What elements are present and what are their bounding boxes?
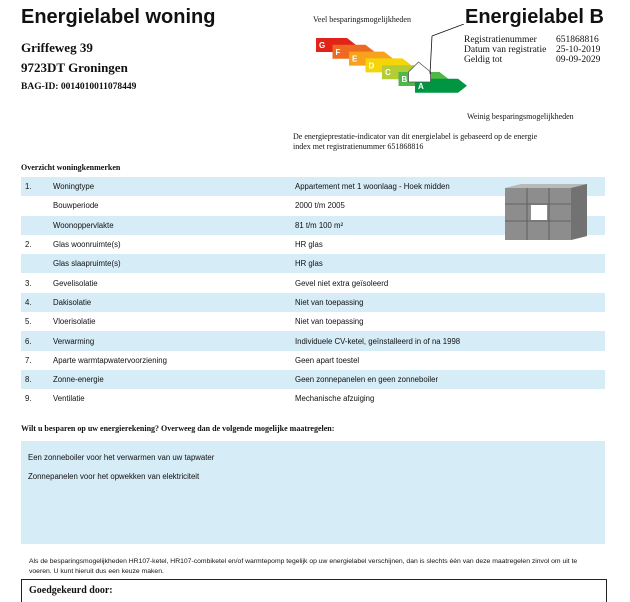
row-label: Glas slaapruimte(s) [53,254,295,273]
row-label: Zonne-energie [53,370,295,389]
address-city: 9723DT Groningen [21,60,128,75]
reg-key: Datum van registratie [464,45,547,55]
row-number: 8. [21,370,53,389]
overview-row [21,331,605,350]
house-marker-icon [409,62,431,82]
building-icon [505,184,605,244]
row-number [21,254,53,273]
measure-item: Een zonneboiler voor het verwarmen van uw tapwater [28,453,215,462]
row-label: Woonoppervlakte [53,216,295,235]
overview-row [21,370,605,389]
measures-box [21,441,605,544]
row-value: Individuele CV-ketel, geïnstalleerd in of na 1998 [295,331,605,350]
registration-info [464,35,604,65]
row-number: 2. [25,240,32,250]
row-value: Mechanische afzuiging [295,394,375,404]
row-label: Vloerisolatie [53,317,96,327]
energy-bar-letter: F [335,47,341,57]
row-value: Geen apart toestel [295,355,360,365]
energy-bar-letter: E [352,54,358,64]
overview-row [21,273,605,292]
row-number: 3. [25,278,32,288]
row-label: Dakisolatie [53,293,295,312]
overview-heading: Overzicht woningkenmerken [21,163,121,172]
row-number: 4. [21,293,53,312]
reg-key: Registratienummer [464,35,537,45]
overview-row [21,254,605,273]
row-label: Woningtype [53,177,295,196]
few-savings-label: Weinig besparingsmogelijkheden [467,112,574,121]
row-label: Aparte warmtapwatervoorziening [53,355,167,365]
row-label: Ventilatie [53,394,85,404]
row-value: HR glas [295,254,605,273]
row-label: Glas woonruimte(s) [53,240,121,250]
overview-row [21,312,605,331]
row-number: 6. [21,331,53,350]
reg-value: 25-10-2019 [556,45,601,55]
row-label: Verwarming [53,331,295,350]
row-number: 5. [25,317,32,327]
row-label: Gevelisolatie [53,278,98,288]
energy-label-graphic [310,24,480,114]
bag-id: BAG-ID: 0014010011078449 [21,82,137,92]
energy-bar-letter: G [319,41,326,50]
reg-key: Geldig tot [464,55,503,65]
row-value: Geen zonnepanelen en geen zonneboiler [295,370,605,389]
row-value: 81 t/m 100 m² [295,216,605,235]
reg-value: 09-09-2029 [556,55,601,65]
address-street: Griffeweg 39 [21,40,93,55]
row-value: Niet van toepassing [295,317,364,327]
approved-box [21,579,607,602]
row-value: 2000 t/m 2005 [295,201,345,211]
row-value: Niet van toepassing [295,293,605,312]
row-number: 1. [21,177,53,196]
footnote: Als de besparingsmogelijkheden HR107-ketel, HR107-combiketel en/of warmtepomp tegelijk op uw energielabel verschijnen, dan is slechts één van deze maatregelen zinvol om uit te voeren. U kunt hieruit dus een keuze maken. [29,558,578,575]
energy-bar-letter: A [418,81,424,91]
overview-row [21,389,605,408]
energy-bar-letter: B [401,75,408,84]
many-savings-label: Veel besparingsmogelijkheden [313,15,411,24]
row-number [21,216,53,235]
energy-bar-letter: C [385,68,391,78]
row-number: 9. [25,394,32,404]
energy-bar-letter: D [368,61,375,71]
reg-value: 651868816 [556,35,599,45]
overview-row [21,351,605,370]
row-value: Gevel niet extra geïsoleerd [295,278,389,288]
row-value: HR glas [295,240,323,250]
savings-heading: Wilt u besparen op uw energierekening? Overweeg dan de volgende mogelijke maatregelen: [21,424,335,433]
overview-row [21,293,605,312]
approved-label: Goedgekeurd door: [29,585,113,596]
row-value: Appartement met 1 woonlaag - Hoek midden [295,177,605,196]
row-number: 7. [25,355,32,365]
row-label: Bouwperiode [53,201,99,211]
measure-item: Zonnepanelen voor het opwekken van elektriciteit [28,472,200,481]
indicator-note: De energieprestatie-indicator van dit energielabel is gebaseerd op de energie index met registratienummer 651868816 [293,132,538,151]
page-title: Energielabel woning [21,6,216,28]
energy-label-heading: Energielabel B [465,6,604,28]
row-number [21,196,53,215]
